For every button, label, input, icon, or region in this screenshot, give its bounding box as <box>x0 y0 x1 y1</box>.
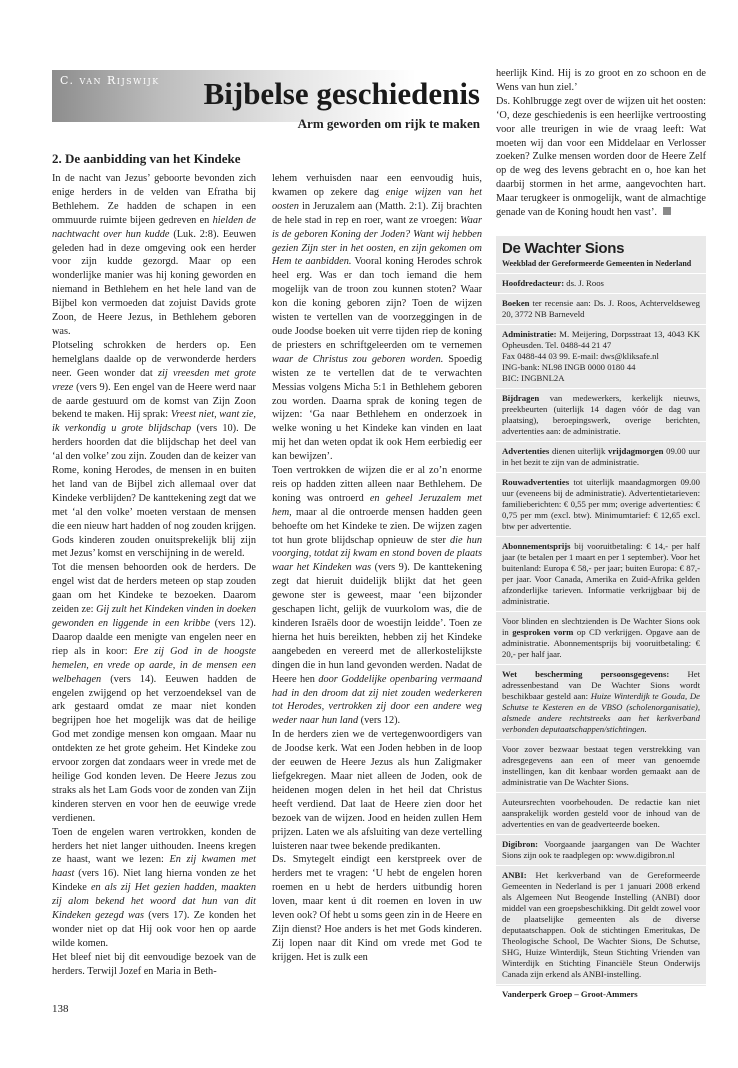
publication-subtitle: Weekblad der Gereformeerde Gemeenten in Nederland <box>502 259 692 268</box>
colophon-advertisements: Advertenties dienen uiterlijk vrijdagmorgen 09.00 uur in het bezit te zijn van de administratie. <box>502 446 700 467</box>
colophon-fax: Fax 0488-44 03 99. E-mail: dws@kliksafe.nl <box>502 351 659 361</box>
paragraph: Ds. Smytegelt eindigt een kerstpreek over de herders met te vragen: ‘U hebt de engelen horen roemen en u hebt de herders uitbundig horen loven, maar kent ú dit roemen en loven in uw leven ook? Of hebt u soms geen zin in de Heere en Zijn dienst? Hoe anders is het met Gods kinderen. Zij lopen naar dit Kind om vrede met God te krijgen. Het is zulk een <box>272 854 482 963</box>
paragraph: In de nacht van Jezus’ geboorte bevonden zich enige herders in de velden van Efratha bij Bethlehem. Ze hadden de schapen in een ommuurde ruimte bijeen gedreven en hielden de nachtwacht over hun kudde (Luk. 2:8). Eeuwen geleden had in deze omgeving ook een herder voor zijn kudde gezorgd. Maar op een wonderlijke manier was hij koning geworden en niemand in Bethlehem en het hele land van de Bijbel kon vermoeden dat zojuist Davids grote Zoon, de Heere Jezus, in Bethlehem geboren was. <box>52 173 256 337</box>
text-column-3 <box>496 67 706 220</box>
colophon-administration: Administratie: M. Meijering, Dorpsstraat 13, 4043 KK Opheusden. Tel. 0488-44 21 47 <box>502 329 700 350</box>
paragraph: Het bleef niet bij dit eenvoudige bezoek van de herders. Terwijl Jozef en Maria in Beth- <box>52 951 256 977</box>
colophon-anbi: ANBI: Het kerkverband van de Gereformeerde Gemeenten in Nederland is per 1 januari 2008 erkend als Algemeen Nut Beogende Instelling (ANBI) door middel van een groepsbeschikking. Dit geldt zowel voor de plaatselijke gemeenten als de diverse deputaatschappen. Ook de stichtingen Emeritukas, De Theologische School, De Wachter Sions, De Schutse, SHG, Huize Winterdijk, Steun Stichting Vrienden van Winterdijk en Stichting Financiële Steun Onderwijs Canada zijn erkend als ANBI-instelling. <box>502 870 700 979</box>
colophon-bank: ING-bank: NL98 INGB 0000 0180 44 <box>502 362 636 372</box>
colophon-printer: Vanderperk Groep – Groot-Ammers <box>502 989 638 999</box>
text-column-1 <box>52 172 256 979</box>
colophon-subscription: Abonnementsprijs bij vooruitbetaling: € 14,- per half jaar (te betalen per 1 maart en per 1 september). Voor het buitenland: Europa € 58,- per jaar; buiten Europa: € 87,- per jaar. Voor Canada, Amerika en Zuid-Afrika gelden afzonderlijke tarieven. Informatie verkrijgbaar bij de administratie. <box>502 541 700 606</box>
paragraph: heerlijk Kind. Hij is zo groot en zo schoon en de Wens van hun ziel.’ <box>496 68 706 93</box>
colophon-editor: Hoofdredacteur: ds. J. Roos <box>502 278 604 288</box>
colophon-contributions: Bijdragen van medewerkers, kerkelijk nieuws, preekbeurten (uiterlijk 14 dagen vóór de dag van plaatsing), beroepingswerk, overige berichten, advertenties aan: de administratie. <box>502 393 700 436</box>
end-of-article-mark <box>663 207 671 215</box>
paragraph: Plotseling schrokken de herders op. Een hemelglans daalde op de verwonderde herders neer. Geen wonder dat zij vreesden met grote vreze (vers 9). Een engel van de Heere werd naar de aarde gestuurd om de komst van Zijn Zoon bekend te maken. Hij sprak: Vreest niet, want zie, ik verkondig u grote blijdschap (vers 10). De herders hoorden dat die blijdschap het deel van ‘al den volke’ zou zijn. Zouden dan de keizer van Rome, koning Herodes, de mensen in en buiten het land van de Bijbel zich allemaal over dat Kindeke verblijden? De kanttekening zegt dat we met ‘al den volke’ moeten verstaan de mensen die een nieuw hart hadden of nog zouden krijgen. Gods kinderen zouden onuitsprekelijk blij zijn met Jezus’ komst en verschijning in de wereld. <box>52 339 256 560</box>
text-column-2 <box>272 172 482 965</box>
colophon-objection: Voor zover bezwaar bestaat tegen verstrekking van adresgegevens aan een of meer van genoemde instellingen, kan dit kenbaar worden gemaakt aan de administratie van De Wachter Sions. <box>502 744 700 787</box>
colophon-copyright: Auteursrechten voorbehouden. De redactie kan niet aansprakelijk worden gesteld voor de inhoud van de advertenties en van de geadverteerde boeken. <box>502 797 700 829</box>
paragraph: In de herders zien we de vertegenwoordigers van de Joodse kerk. Wat een Joden hebben in de loop der eeuwen de Heere Jezus als hun Zaligmaker liefgekregen. Maar niet alleen de Joden, ook de heidenen mogen delen in het heil dat Christus heeft verdiend. Dat laat de Heere zien door het bezoek van de wijzen. Jood en heiden zullen Hem prijzen. Laten we als afsluiting van deze vertelling luisteren naar twee bekende predikanten. <box>272 729 482 852</box>
colophon-books: Boeken ter recensie aan: Ds. J. Roos, Achterveldseweg 20, 3772 NB Barneveld <box>502 298 700 319</box>
colophon-box <box>496 236 706 999</box>
section-title: 2. De aanbidding van het Kindeke <box>52 151 241 166</box>
page-number: 138 <box>52 1003 69 1015</box>
paragraph: Toen vertrokken de wijzen die er al zo’n enorme reis op hadden zitten alleen naar Bethlehem. De koning was ontroerd en geheel Jeruzalem met hem, maar al die ontroerde mensen hadden geen behoefte om het Kindeke te zien. De wijzen zagen tot hun grote blijdschap opnieuw de ster die hun voorging, totdat zij kwam en stond boven de plaats waar het Kindeken was (vers 9). De kanttekening zegt dat hieruit duidelijk blijkt dat het geen gewone ster is geweest, maar ‘een bijzonder geschapen licht, gelijk de vuurkolom was, die de kinderen Israëls door de woestijn leidde’. Toen ze hierna het huis bereikten, hebben zij het Kindeke aangebeden en vereerd met de allerkostelijkste dingen die in hun land gevonden werden. Nadat de Heere hen door Goddelijke openbaring vermaand had in den droom dat zij niet zouden wederkeren tot Herodes, vertrokken zij door een andere weg weder naar hun land (vers 12). <box>272 465 482 727</box>
paragraph: Toen de engelen waren vertrokken, konden de herders het niet langer uithouden. Ineens kregen ze haast, want we lezen: En zij kwamen met haast (vers 16). Niet lang hierna vonden ze het Kindeke en als zij Het gezien hadden, maakten zij alom bekend het woord dat hun van dit Kindeken gezegd was (vers 17). Ze konden het wonder niet op dat Hij ook voor hen op aarde wilde komen. <box>52 826 256 949</box>
paragraph: Tot die mensen behoorden ook de herders. De engel wist dat de herders meteen op stap zouden gaan om het Kindeke te bezoeken. Daarom zeiden ze: Gij zult het Kindeken vinden in doeken gewonden en liggende in een kribbe (vers 12). Daarop daalde een menigte van engelen neer en riep als in koor: Ere zij God in de hoogste hemelen, en vrede op aarde, in de mensen een welbehagen (vers 14). Eeuwen hadden de engelen zwijgend op het verzoendeksel van de ark gestaard omdat ze maar niet konden begrijpen hoe het mogelijk was dat de heilige God met zondige mensen kon omgaan. Maar nu ontdekten ze het grote geheim. Het Kindeke zou ervoor zorgen dat zondaars weer in vrede met de heilige God konden leven. De Heere Jezus zou straks als het Lam Gods voor de zonden van Zijn kinderen sterven en voor hen de eeuwige vrede verdienen. <box>52 562 256 824</box>
paragraph: Ds. Kohlbrugge zegt over de wijzen uit het oosten: ‘O, deze geschiedenis is een heerlijke vertroosting voor alle treurigen in wie de vraag leeft: Wat moeten wij dan voor een Middelaar en Verlosser zoeken? Zulke mensen worden door de Heere Zelf op de weg des levens gebracht en o, hoe kan het daarbij stormen in het arme, aangevochten hart. Maar terugkeer is onmogelijk, want de almachtige genade van de Koning houdt hen vast’. <box>496 95 706 219</box>
colophon-bic: BIC: INGBNL2A <box>502 373 565 383</box>
page-title: Bijbelse geschiedenis <box>203 76 480 111</box>
colophon-digibron: Digibron: Voorgaande jaargangen van De Wachter Sions zijn ook te raadplegen op: www.digibron.nl <box>502 839 700 860</box>
author-name: C. van Rijswijk <box>60 74 160 87</box>
colophon-obituaries: Rouwadvertenties tot uiterlijk maandagmorgen 09.00 uur (eveneens bij de administratie). Advertentietarieven: familieberichten: € 0,55 per mm; overige advertenties: € 0,75 per mm (excl. btw). Minimumtarief: € 12,65 excl. btw per advertentie. <box>502 477 700 531</box>
publication-name: De Wachter Sions <box>502 240 625 257</box>
colophon-audio: Voor blinden en slechtzienden is De Wachter Sions ook in gesproken vorm op CD verkrijgen. Opgave aan de administratie. Abonnementsprijs bij vooruitbetaling: € 20,- per half jaar. <box>502 616 700 659</box>
paragraph: lehem verhuisden naar een eenvoudig huis, kwamen op zekere dag enige wijzen van het oosten in Jeruzalem aan (Matth. 2:1). Zij brachten de hele stad in rep en roer, want ze vroegen: Waar is de geboren Koning der Joden? Want wij hebben gezien Zijn ster in het oosten, en zijn gekomen om Hem te aanbidden. Vooral koning Herodes schrok heel erg. Was er dan toch iemand die hem mogelijk van de troon zou kunnen stoten? Waar kon die koning geboren zijn? Toen de wijzen wisten te vertellen van de voorzeggingen in de oude Joodse boeken uit verre tijden riep de koning de priesters en schriftgeleerden om te vernemen waar de Christus zou geboren worden. Spoedig wisten ze te vertellen dat de te verwachten Messias volgens Micha 5:1 in Bethlehem geboren zou worden. Daarna sprak de koning tegen de wijzen: ‘Ga naar Bethlehem en onderzoek in welke woning u het Kindeke kan vinden en laat mij het dan weten opdat ik ook Hem eerbiedig eer kan bewijzen’. <box>272 173 482 463</box>
colophon-privacy: Wet bescherming persoonsgegevens: Het adressenbestand van De Wachter Sions wordt beschikbaar gesteld aan: Huize Winterdijk te Gouda, De Schutse te Kesteren en de VBSO (scholenorganisatie), alsmede andere rechtstreeks aan het kerkverband verbonden deputaatschappen/stichtingen. <box>502 669 701 734</box>
page-subtitle: Arm geworden om rijk te maken <box>297 116 480 131</box>
